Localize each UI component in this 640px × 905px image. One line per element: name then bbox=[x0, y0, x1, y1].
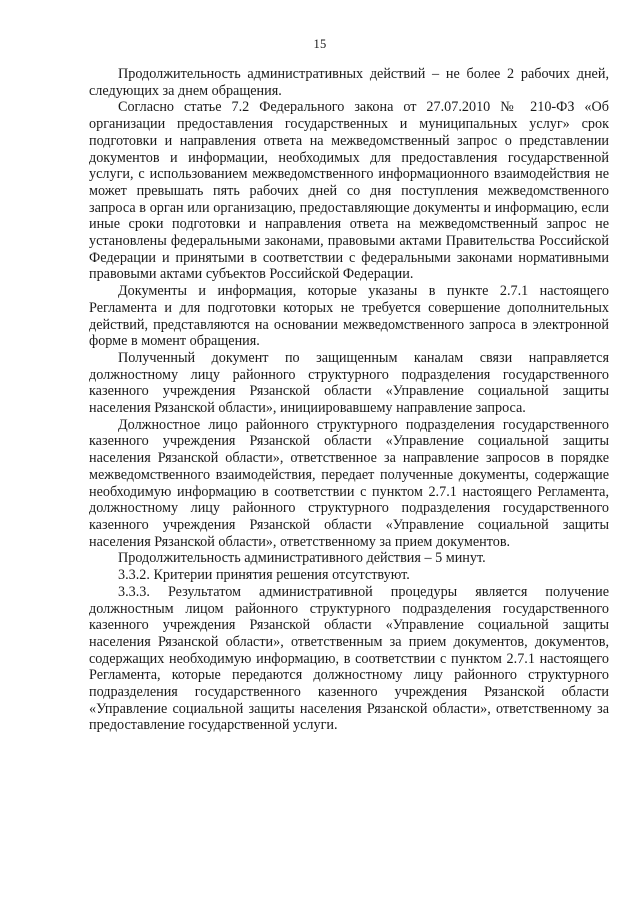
paragraph-duration-minutes: Продолжительность административного действия – 5 минут. bbox=[118, 550, 486, 567]
paragraph-criteria: 3.3.2. Критерии принятия решения отсутствуют. bbox=[118, 567, 410, 584]
paragraph-federal-law: Согласно статье 7.2 Федерального закона от 27.07.2010 № 210-ФЗ «Об организации предоставления государственных и муниципальных услуг» срок подготовки и направления ответа на межведомственный запрос о представлении документов и информации, необходимых для предоставления государственной услуги, с использованием межведомственного информационного взаимодействия не может превышать пять рабочих дней со дня поступления межведомственного запроса в орган или организацию, предоставляющие документы и информацию, если иные сроки подготовки и направления ответа на межведомственный запрос не установлены федеральными законами, правовыми актами Правительства Российской Федерации и принятыми в соответствии с федеральными законами нормативными правовыми актами субъектов Российской Федерации. bbox=[89, 99, 609, 283]
document-body bbox=[89, 66, 609, 734]
paragraph-result: 3.3.3. Результатом административной процедуры является получение должностным лицом районного структурного подразделения государственного казенного учреждения Рязанской области «Управление социальной защиты населения Рязанской области», ответственным за прием документов, документов, содержащих необходимую информацию, в соответствии с пунктом 2.7.1 настоящего Регламента, которые передаются должностному лицу районного структурного подразделения государственного казенного учреждения Рязанской области «Управление социальной защиты населения Рязанской области», ответственному за предоставление государственной услуги. bbox=[89, 583, 609, 734]
paragraph-received-document: Полученный документ по защищенным каналам связи направляется должностному лицу районного структурного подразделения государственного казенного учреждения Рязанской области «Управление социальной защиты населения Рязанской области», инициировавшему направление запроса. bbox=[89, 349, 609, 417]
paragraph-duration-days: Продолжительность административных действий – не более 2 рабочих дней, следующих за днем обращения. bbox=[89, 66, 609, 99]
paragraph-documents-info: Документы и информация, которые указаны в пункте 2.7.1 настоящего Регламента и для подготовки которых не требуется совершение дополнительных действий, представляются на основании межведомственного запроса в электронной форме в момент обращения. bbox=[89, 283, 609, 350]
page-number: 15 bbox=[313, 37, 327, 51]
paragraph-official-transfer: Должностное лицо районного структурного подразделения государственного казенного учреждения Рязанской области «Управление социальной защиты населения Рязанской области», ответственное за направление запросов в порядке межведомственного взаимодействия, передает полученные документы, содержащие необходимую информацию в соответствии с пунктом 2.7.1 настоящего Регламента, должностному лицу районного структурного подразделения государственного казенного учреждения Рязанской области «Управление социальной защиты населения Рязанской области», ответственному за прием документов. bbox=[89, 416, 609, 550]
